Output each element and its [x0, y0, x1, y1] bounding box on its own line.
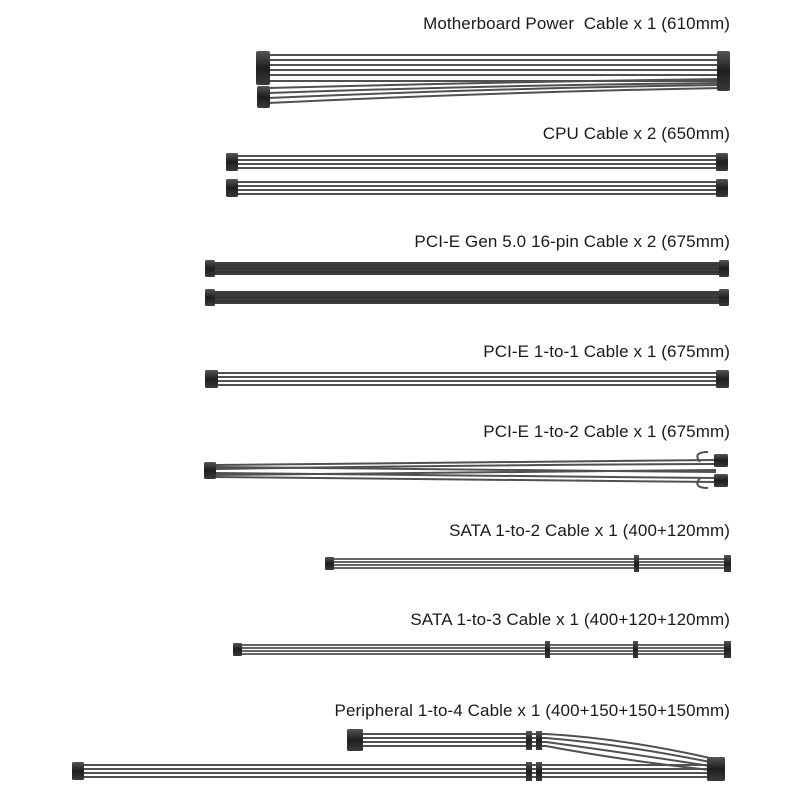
sata-1to2-cable [325, 555, 731, 572]
periph-connector-bottom-mid [526, 762, 532, 781]
peripheral-1to4-cable [72, 729, 725, 781]
periph-connector-top-mid2 [536, 731, 542, 750]
motherboard-connector-left-bottom [257, 86, 270, 108]
cpu-cable-1 [226, 153, 728, 171]
cpu-connector-right-1 [716, 153, 728, 171]
pcie-16pin-cable-2 [205, 289, 729, 306]
motherboard-cable [256, 51, 730, 108]
periph-connector-bottom-mid2 [536, 762, 542, 781]
sata-1to3-cable [233, 641, 731, 658]
pcie1to2-connector-right-bottom [714, 474, 728, 487]
pcie-1to2-cable [204, 452, 728, 488]
pcie1to1-connector-right [716, 370, 729, 388]
periph-connector-top-left [347, 729, 363, 751]
pcie-1to1-cable [205, 370, 729, 388]
motherboard-connector-right [717, 51, 730, 91]
label-pcie-1to1: PCI-E 1-to-1 Cable x 1 (675mm) [483, 342, 730, 361]
periph-connector-top-mid [526, 731, 532, 750]
sata12-connector-right [724, 555, 731, 572]
motherboard-wires [268, 55, 722, 103]
label-pcie-16pin: PCI-E Gen 5.0 16-pin Cable x 2 (675mm) [414, 232, 730, 251]
label-sata-1to2: SATA 1-to-2 Cable x 1 (400+120mm) [449, 521, 730, 540]
sata13-connector-mid2 [633, 641, 638, 658]
periph-connector-left [72, 762, 84, 780]
pcie-16pin-cable-1 [205, 260, 729, 277]
pcie1to2-connector-right-top [714, 454, 728, 467]
pcie1to2-connector-left [204, 462, 216, 479]
sata13-connector-mid1 [545, 641, 550, 658]
label-motherboard: Motherboard Power Cable x 1 (610mm) [423, 14, 730, 33]
cpu-cable-2 [226, 179, 728, 197]
label-sata-1to3: SATA 1-to-3 Cable x 1 (400+120+120mm) [410, 610, 730, 629]
cpu-connector-right-2 [716, 179, 728, 197]
pcie16-connector-left-2 [205, 289, 215, 306]
pcie16-connector-right-2 [719, 289, 729, 306]
label-pcie-1to2: PCI-E 1-to-2 Cable x 1 (675mm) [483, 422, 730, 441]
sata12-connector-mid [634, 555, 639, 572]
motherboard-connector-left-top [256, 51, 270, 85]
periph-connector-right [707, 757, 725, 781]
cpu-connector-left-2 [226, 179, 238, 197]
label-cpu: CPU Cable x 2 (650mm) [542, 124, 730, 143]
sata13-connector-left [233, 643, 242, 656]
pcie16-connector-right-1 [719, 260, 729, 277]
sata13-connector-right [724, 641, 731, 658]
cpu-connector-left-1 [226, 153, 238, 171]
sata12-connector-left [325, 557, 334, 570]
pcie16-connector-left-1 [205, 260, 215, 277]
pcie1to1-connector-left [205, 370, 218, 388]
label-peripheral-1to4: Peripheral 1-to-4 Cable x 1 (400+150+150+150mm) [334, 701, 730, 720]
